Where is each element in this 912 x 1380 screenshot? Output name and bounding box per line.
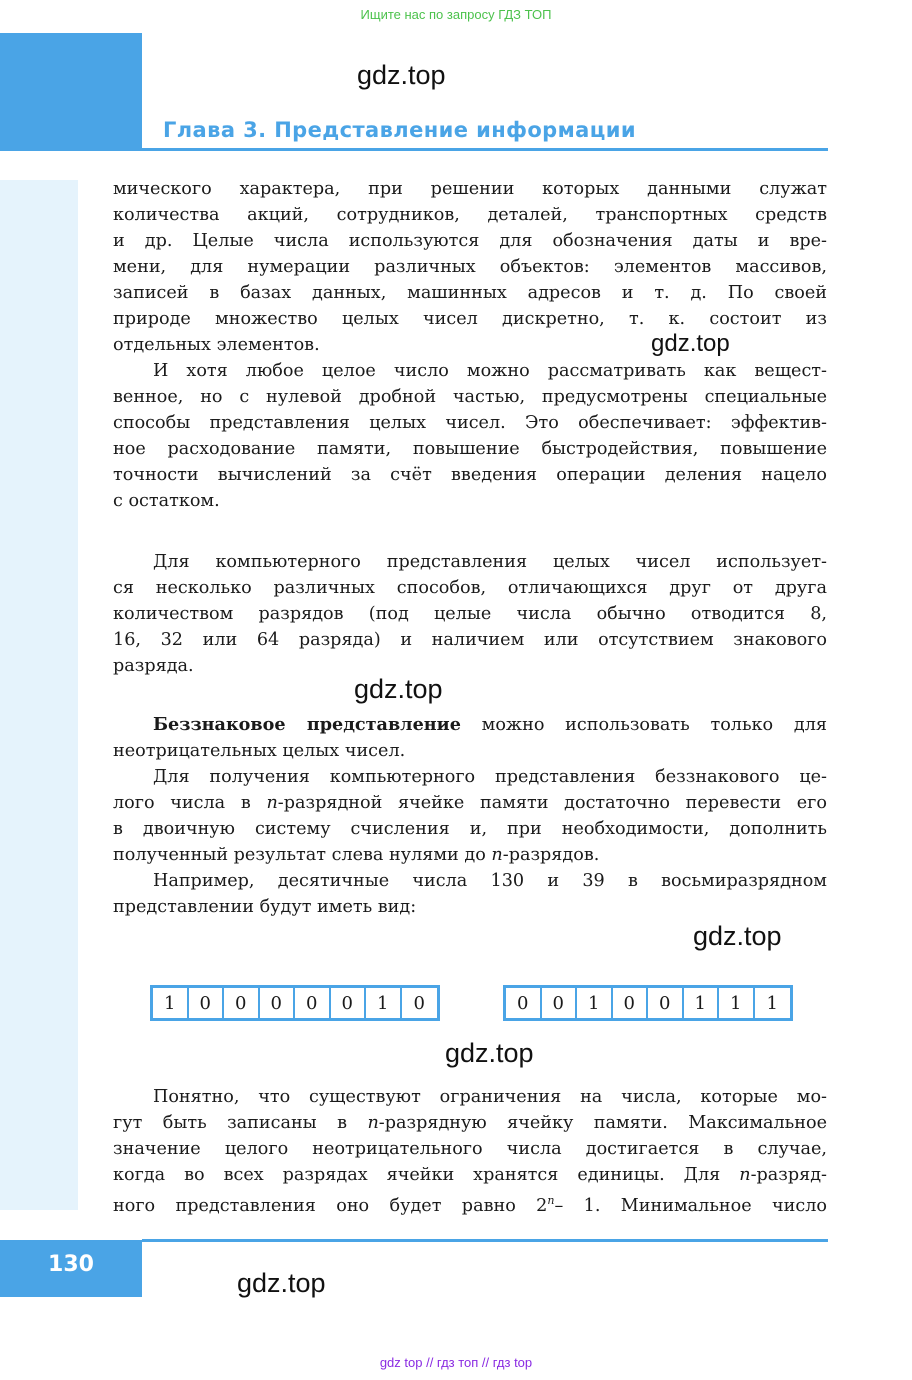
watermark: gdz.top xyxy=(354,674,443,704)
text-line: 16, 32 или 64 разряда) и наличием или отсутствием знакового xyxy=(113,630,827,650)
bit-cell: 0 xyxy=(189,988,225,1018)
text-line: Для компьютерного представления целых чисел использует- xyxy=(153,552,827,572)
bit-cell-130 xyxy=(150,985,440,1021)
bit-cell: 0 xyxy=(331,988,367,1018)
text-line: способы представления целых чисел. Это обеспечивает: эффектив- xyxy=(113,413,827,433)
footer-divider xyxy=(142,1239,828,1242)
bit-cell: 0 xyxy=(295,988,331,1018)
text-line: записей в базах данных, машинных адресов и т. д. По своей xyxy=(113,283,827,303)
text-line: количеством разрядов (под целые числа обычно отводится 8, xyxy=(113,604,827,624)
text-line: отдельных элементов. xyxy=(113,335,320,355)
bit-cell: 0 xyxy=(648,988,684,1018)
bold-term: Беззнаковое представление xyxy=(153,714,461,735)
page-number: 130 xyxy=(48,1252,94,1277)
footer-links[interactable]: gdz top // гдз топ // гдз top xyxy=(379,1355,533,1370)
text-line: неотрицательных целых чисел. xyxy=(113,741,406,761)
text-line: когда во всех разрядах ячейки хранятся единицы. Для n-разряд- xyxy=(113,1165,827,1185)
text-line: гут быть записаны в n-разрядную ячейку памяти. Максимальное xyxy=(113,1113,827,1133)
text-line: Беззнаковое представление можно использовать только для xyxy=(153,714,827,735)
bit-cell: 0 xyxy=(224,988,260,1018)
header-divider xyxy=(142,148,828,151)
text-line: природе множество целых чисел дискретно, т. к. состоит из xyxy=(113,309,827,329)
bit-cell: 1 xyxy=(577,988,613,1018)
text-line: Понятно, что существуют ограничения на числа, которые мо- xyxy=(153,1087,827,1107)
chapter-title: Глава 3. Представление информации xyxy=(163,118,636,142)
bit-cell: 1 xyxy=(684,988,720,1018)
text-line: в двоичную систему счисления и, при необходимости, дополнить xyxy=(113,819,827,839)
watermark: gdz.top xyxy=(693,921,782,951)
paragraph-2 xyxy=(113,358,827,514)
text-line: разряда. xyxy=(113,656,194,676)
text-line: мического характера, при решении которых данными служат xyxy=(113,179,827,199)
watermark: gdz.top xyxy=(357,60,446,90)
bit-cell: 0 xyxy=(542,988,578,1018)
bit-cell: 0 xyxy=(506,988,542,1018)
text-line: мени, для нумерации различных объектов: элементов массивов, xyxy=(113,257,827,277)
text-line: точности вычислений за счёт введения операции деления нацело xyxy=(113,465,827,485)
text-line: венное, но с нулевой дробной частью, предусмотрены специальные xyxy=(113,387,827,407)
side-margin-strip xyxy=(0,180,78,1210)
bit-cell: 0 xyxy=(413,992,425,1014)
text-line: И хотя любое целое число можно рассматривать как вещест- xyxy=(153,361,827,381)
text-line: ся несколько различных способов, отличающихся друг от друга xyxy=(113,578,827,598)
text-line: с остатком. xyxy=(113,491,220,511)
paragraph-6 xyxy=(113,868,827,920)
text-line: количества акций, сотрудников, деталей, транспортных средств xyxy=(113,205,827,225)
text-line: ное расходование памяти, повышение быстродействия, повышение xyxy=(113,439,827,459)
bit-cell-39 xyxy=(503,985,793,1021)
bit-cell: 1 xyxy=(153,988,189,1018)
text-line: представлении будут иметь вид: xyxy=(113,897,417,917)
text-line: лого числа в n-разрядной ячейке памяти достаточно перевести его xyxy=(113,793,827,813)
text-line: ного представления оно будет равно 2$^n$– 1. Минимальное число xyxy=(113,1194,827,1216)
paragraph-5 xyxy=(113,764,827,868)
top-search-link[interactable]: Ищите нас по запросу ГДЗ ТОП xyxy=(360,7,552,22)
bit-cell: 1 xyxy=(719,988,755,1018)
bit-cell: 0 xyxy=(260,988,296,1018)
text-line: значение целого неотрицательного числа достигается в случае, xyxy=(113,1139,827,1159)
bit-cell: 1 xyxy=(766,992,778,1014)
paragraph-3 xyxy=(113,549,827,679)
text-line: и др. Целые числа используются для обозначения даты и вре- xyxy=(113,231,827,251)
text-line: Например, десятичные числа 130 и 39 в восьмиразрядном xyxy=(153,871,827,891)
header-corner-block xyxy=(0,33,142,151)
text-line: Для получения компьютерного представления беззнакового це- xyxy=(153,767,827,787)
paragraph-4 xyxy=(113,712,827,764)
bit-cell: 0 xyxy=(613,988,649,1018)
watermark: gdz.top xyxy=(237,1268,326,1298)
paragraph-7 xyxy=(113,1084,827,1219)
bit-cell: 1 xyxy=(366,988,402,1018)
watermark: gdz.top xyxy=(445,1038,534,1068)
text-line: полученный результат слева нулями до n-разрядов. xyxy=(113,845,600,865)
watermark: gdz.top xyxy=(651,330,730,357)
